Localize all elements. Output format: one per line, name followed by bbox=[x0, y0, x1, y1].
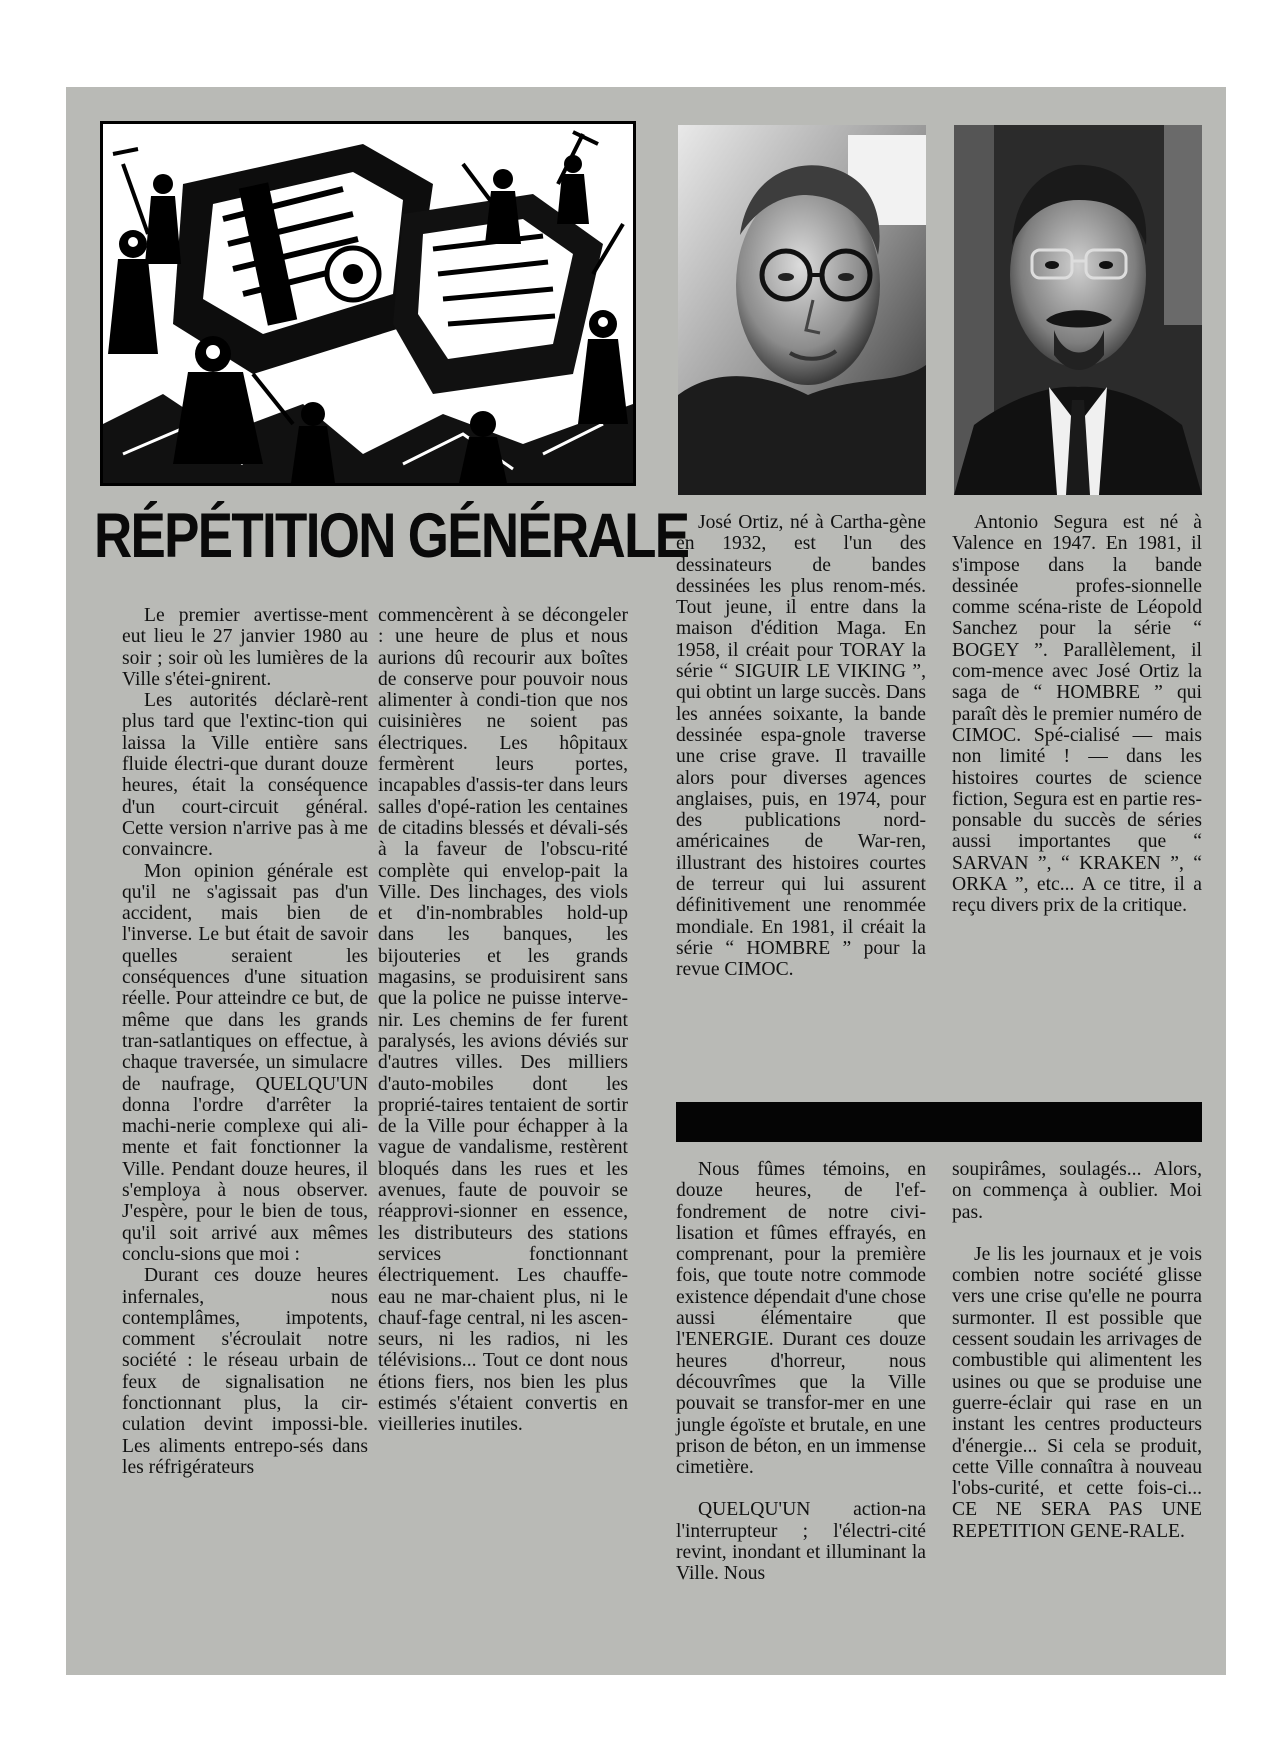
article-paragraph: Le premier avertisse-ment eut lieu le 27 janvier 1980 au soir ; soir où les lumières de la Ville s'étei-gnirent. bbox=[122, 605, 368, 690]
portrait-photo-ortiz bbox=[678, 125, 926, 495]
article-paragraph: soupirâmes, soulagés... Alors, on commença à oublier. Moi pas. bbox=[952, 1159, 1202, 1223]
article-paragraph: QUELQU'UN action-na l'interrupteur ; l'électri-cité revint, inondant et illuminant la Ville. Nous bbox=[676, 1499, 926, 1585]
portrait-jose-ortiz bbox=[678, 125, 926, 495]
black-divider-bar bbox=[676, 1102, 1202, 1142]
article-paragraph: Durant ces douze heures infernales, nous contemplâmes, impotents, comment s'écroulait notre société : le réseau urbain de feux de signalisation ne fonctionnant plus, la cir-culation devint impossi-ble. Les aliments entrepo-sés dans les réfrigérateurs bbox=[122, 1265, 368, 1478]
portrait-photo-segura bbox=[954, 125, 1202, 495]
comic-illustration bbox=[103, 124, 633, 483]
comic-panel-image bbox=[100, 121, 636, 486]
article-column-3 bbox=[676, 1159, 926, 1585]
portrait-antonio-segura bbox=[954, 125, 1202, 495]
magazine-page bbox=[66, 87, 1226, 1675]
article-paragraph: Je lis les journaux et je vois combien notre société glisse vers une crise qu'elle ne pourra surmonter. Il est possible que cessent soudain les arrivages de combustible qui alimentent les usines ou que se produise une guerre-éclair qui rase en un instant les centres producteurs d'énergie... Si cela se produit, cette Ville connaîtra à nouveau l'obs-curité, et cette fois-ci... CE NE SERA PAS UNE REPETITION GENE-RALE. bbox=[952, 1243, 1202, 1542]
article-column-4 bbox=[952, 1159, 1202, 1542]
article-paragraph: Mon opinion générale est qu'il ne s'agissait pas d'un accident, mais bien de l'inverse. Le but était de savoir quelles seraient les conséquences d'une situation réelle. Pour atteindre ce but, de même que dans les grands tran-satlantiques on effectue, à chaque traversée, un simulacre de naufrage, QUELQU'UN donna l'ordre d'arrêter la machi-nerie complexe qui ali-mente et fait fonctionner la Ville. Pendant douze heures, il s'employa à nous observer. J'espère, pour le bien de tous, qu'il soit arrivé aux mêmes conclu-sions que moi : bbox=[122, 860, 368, 1265]
bio-text: José Ortiz, né à Cartha-gène en 1932, est l'un des dessinateurs de bandes dessinées les plus renom-més. Tout jeune, il entre dans la maison d'édition Maga. En 1958, il créait pour TORAY la série “ SIGUIR LE VIKING ”, qui obtint un large succès. Dans les années soixante, la bande dessinée espa-gnole traverse une crise grave. Il travaille alors pour diverses agences anglaises, puis, en 1974, pour des publications nord-américaines de War-ren, illustrant des histoires courtes de terreur qui lui assurent définitivement une renommée mondiale. En 1981, il créait la série “ HOMBRE ” pour la revue CIMOC. bbox=[676, 512, 926, 981]
article-paragraph: Nous fûmes témoins, en douze heures, de l'ef-fondrement de notre civi-lisation et fûmes effrayés, en comprenant, pour la première fois, que toute notre commode existence dépendait d'une chose aussi élémentaire que l'ENERGIE. Durant ces douze heures d'horreur, nous découvrîmes que la Ville pouvait se transfor-mer en une jungle égoïste et brutale, en une prison de béton, en un immense cimetière. bbox=[676, 1159, 926, 1479]
article-paragraph: commencèrent à se décongeler : une heure de plus et nous aurions dû recourir aux boîtes de conserve pour pouvoir nous alimenter à condi-tion que nos cuisinières ne soient pas électriques. Les hôpitaux fermèrent leurs portes, incapables d'assis-ter dans leurs salles d'opé-ration les centaines de citadins blessés et dévali-sés à la faveur de l'obscu-rité complète qui envelop-pait la Ville. Des linchages, des viols et d'in-nombrables hold-up dans les banques, les bijouteries et les grands magasins, se produisirent sans que la police ne puisse interve-nir. Les chemins de fer furent paralysés, les avions déviés sur d'autres villes. Des milliers d'auto-mobiles dont les proprié-taires tentaient de sortir de la Ville pour échapper à la vague de vandalisme, restèrent bloqués dans les rues et les avenues, faute de pouvoir se réapprovi-sionner en essence, les distributeurs des stations services fonctionnant électriquement. Les chauffe-eau ne mar-chaient plus, ni le chauf-fage central, ni les ascen-seurs, ni les radios, ni les télévisions... Tout ce dont nous étions fiers, nos bien les plus estimés s'étaient convertis en vieilleries inutiles. bbox=[378, 605, 628, 1436]
article-column-1 bbox=[122, 605, 368, 1478]
bio-jose-ortiz bbox=[676, 512, 926, 981]
article-column-2 bbox=[378, 605, 628, 1436]
article-paragraph: Les autorités déclarè-rent plus tard que l'extinc-tion qui laissa la Ville entière sans fluide électri-que durant douze heures, était la conséquence d'un court-circuit général. Cette version n'arrive pas à me convaincre. bbox=[122, 690, 368, 861]
bio-text: Antonio Segura est né à Valence en 1947. En 1981, il s'impose dans la bande dessinée profes-sionnelle comme scéna-riste de Léopold Sanchez pour la série “ BOGEY ”. Parallèlement, il com-mence avec José Ortiz la saga de “ HOMBRE ” qui paraît dès le premier numéro de CIMOC. Spé-cialisé — mais non limité ! — dans les histoires courtes de science fiction, Segura est en partie res-ponsable du succès de séries aussi importantes que “ SARVAN ”, “ KRAKEN ”, “ ORKA ”, etc... A ce titre, il a reçu divers prix de la critique. bbox=[952, 512, 1202, 917]
bio-antonio-segura bbox=[952, 512, 1202, 917]
headline: RÉPÉTITION GÉNÉRALE bbox=[94, 501, 689, 571]
